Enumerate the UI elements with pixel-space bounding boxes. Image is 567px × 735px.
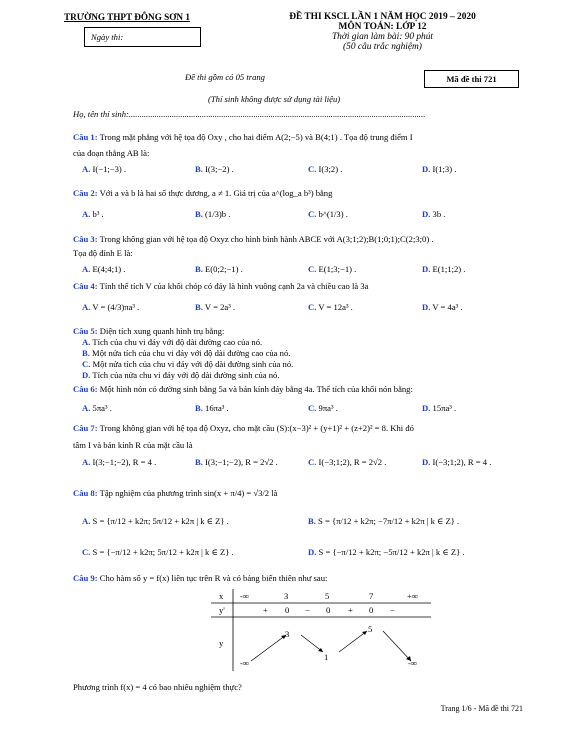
q2-option-d[interactable]: D. 3b . bbox=[422, 209, 446, 219]
q3-option-d[interactable]: D. E(1;1;2) . bbox=[422, 264, 466, 274]
tbl-yp-2: − bbox=[305, 605, 310, 615]
q7-option-a[interactable]: A. I(3;−1;−2), R = 4 . bbox=[82, 457, 157, 467]
q5-option-c[interactable]: C. Một nửa tích của chu vi đáy với độ dài đường sinh của nó. bbox=[82, 359, 294, 369]
q8-option-d[interactable]: D. S = {−π/12 + k2π; −5π/12 + k2π | k ∈ Z} . bbox=[308, 547, 465, 557]
tbl-y-0: -∞ bbox=[240, 658, 249, 668]
page-footer: Trang 1/6 - Mã đề thi 721 bbox=[440, 704, 523, 713]
q4-option-a[interactable]: A. V = (4/3)πa³ . bbox=[82, 302, 140, 312]
question-6: Câu 6: Một hình nón có đường sinh bằng 5a và bán kính đáy bằng 4a. Thể tích của khối nón bằng: bbox=[73, 384, 413, 394]
q5-option-d[interactable]: D. Tích của nửa chu vi đáy với độ dài đường sinh của nó. bbox=[82, 370, 280, 380]
tbl-y-label: y bbox=[219, 638, 224, 648]
q8-option-c[interactable]: C. S = {−π/12 + k2π; 5π/12 + k2π | k ∈ Z} . bbox=[82, 547, 234, 557]
q1-option-b[interactable]: B. I(3;−2) . bbox=[195, 164, 234, 174]
q6-option-c[interactable]: C. 9πa³ . bbox=[308, 403, 338, 413]
q3-option-a[interactable]: A. E(4;4;1) . bbox=[82, 264, 126, 274]
no-documents-note: (Thí sinh không được sử dụng tài liệu) bbox=[208, 94, 341, 104]
tbl-yp-4: + bbox=[348, 605, 353, 615]
tbl-x-4: +∞ bbox=[407, 591, 418, 601]
tbl-y-4: -∞ bbox=[408, 658, 417, 668]
school-name: TRƯỜNG THPT ĐÔNG SƠN 1 bbox=[64, 12, 190, 22]
question-3: Câu 3: Trong không gian với hệ tọa độ Oxyz cho hình bình hành ABCE với A(3;1;2);B(1;0;1);C(2;3;0) . bbox=[73, 234, 434, 244]
q7-option-d[interactable]: D. I(−3;1;2), R = 4 . bbox=[422, 457, 492, 467]
tbl-yp-6: − bbox=[390, 605, 395, 615]
question-5: Câu 5: Diện tích xung quanh hình trụ bằng: bbox=[73, 326, 225, 336]
q7-option-c[interactable]: C. I(−3;1;2), R = 2√2 . bbox=[308, 457, 387, 467]
tbl-yp-label: y' bbox=[219, 605, 225, 615]
q2-option-a[interactable]: A. b³ . bbox=[82, 209, 104, 219]
question-9-prompt: Phương trình f(x) = 4 có bao nhiêu nghiệm thực? bbox=[73, 682, 242, 692]
q4-option-b[interactable]: B. V = 2a³ . bbox=[195, 302, 236, 312]
question-8: Câu 8: Tập nghiệm của phương trình sin(x + π/4) = √3/2 là bbox=[73, 488, 278, 498]
q6-option-a[interactable]: A. 5πa³ . bbox=[82, 403, 112, 413]
q5-option-a[interactable]: A. Tích của chu vi đáy với độ dài đường cao của nó. bbox=[82, 337, 263, 347]
q2-option-c[interactable]: C. b^(1/3) . bbox=[308, 209, 348, 219]
tbl-yp-3: 0 bbox=[326, 605, 331, 615]
question-1: Câu 1: Trong mặt phẳng với hệ tọa độ Oxy , cho hai điểm A(2;−5) và B(4;1) . Tọa độ trung điểm I bbox=[73, 132, 413, 142]
q3-option-b[interactable]: B. E(0;2;−1) . bbox=[195, 264, 243, 274]
tbl-yp-5: 0 bbox=[369, 605, 374, 615]
tbl-y-3: 5 bbox=[368, 624, 373, 634]
pages-note: Đề thi gồm có 05 trang bbox=[185, 72, 265, 82]
question-1-cont: của đoạn thẳng AB là: bbox=[73, 148, 150, 158]
tbl-x-0: -∞ bbox=[240, 591, 249, 601]
q6-option-b[interactable]: B. 16πa³ . bbox=[195, 403, 229, 413]
q8-option-a[interactable]: A. S = {π/12 + k2π; 5π/12 + k2π | k ∈ Z} . bbox=[82, 516, 229, 526]
tbl-x-2: 5 bbox=[325, 591, 330, 601]
q4-option-c[interactable]: C. V = 12a³ . bbox=[308, 302, 353, 312]
q4-option-d[interactable]: D. V = 4a³ . bbox=[422, 302, 463, 312]
q6-option-d[interactable]: D. 15πa³ . bbox=[422, 403, 457, 413]
q1-option-d[interactable]: D. I(1;3) . bbox=[422, 164, 457, 174]
exam-date-box: Ngày thi: bbox=[84, 27, 201, 47]
exam-title: ĐỀ THI KSCL LẦN 1 NĂM HỌC 2019 – 2020 MÔN TOÁN: LỚP 12 Thời gian làm bài: 90 phút (50 câu trắc nghiệm) bbox=[289, 12, 476, 52]
question-7-cont: tâm I và bán kính R của mặt cầu là bbox=[73, 440, 193, 450]
tbl-x-label: x bbox=[219, 591, 224, 601]
question-9: Câu 9: Cho hàm số y = f(x) liên tục trên R và có bảng biến thiên như sau: bbox=[73, 573, 328, 583]
tbl-x-1: 3 bbox=[284, 591, 289, 601]
q5-option-b[interactable]: B. Một nửa tích của chu vi đáy với độ dài đường cao của nó. bbox=[82, 348, 291, 358]
q1-option-c[interactable]: C. I(3;2) . bbox=[308, 164, 343, 174]
question-4: Câu 4: Tính thể tích V của khối chóp có đáy là hình vuông cạnh 2a và chiều cao là 3a bbox=[73, 281, 369, 291]
tbl-yp-0: + bbox=[263, 605, 268, 615]
tbl-y-1: 3 bbox=[285, 629, 290, 639]
question-3-cont: Tọa độ đỉnh E là: bbox=[73, 248, 133, 258]
candidate-name-line: Họ, tên thí sinh:.......................................................................................................................................... bbox=[73, 109, 426, 119]
q2-option-b[interactable]: B. (1/3)b . bbox=[195, 209, 231, 219]
q7-option-b[interactable]: B. I(3;−1;−2), R = 2√2 . bbox=[195, 457, 278, 467]
question-2: Câu 2: Với a và b là hai số thực dương, a ≠ 1. Giá trị của a^(log_a b³) bằng bbox=[73, 188, 333, 198]
tbl-yp-1: 0 bbox=[285, 605, 290, 615]
tbl-y-2: 1 bbox=[324, 652, 329, 662]
q3-option-c[interactable]: C. E(1;3;−1) . bbox=[308, 264, 357, 274]
exam-code-box: Mã đề thi 721 bbox=[424, 70, 519, 88]
tbl-x-3: 7 bbox=[369, 591, 374, 601]
question-7: Câu 7: Trong không gian với hệ tọa độ Oxyz, cho mặt cầu (S):(x−3)² + (y+1)² + (z+2)² = 8. Khi đó bbox=[73, 423, 414, 433]
q8-option-b[interactable]: B. S = {π/12 + k2π; −7π/12 + k2π | k ∈ Z} . bbox=[308, 516, 460, 526]
q1-option-a[interactable]: A. I(−1;−3) . bbox=[82, 164, 127, 174]
